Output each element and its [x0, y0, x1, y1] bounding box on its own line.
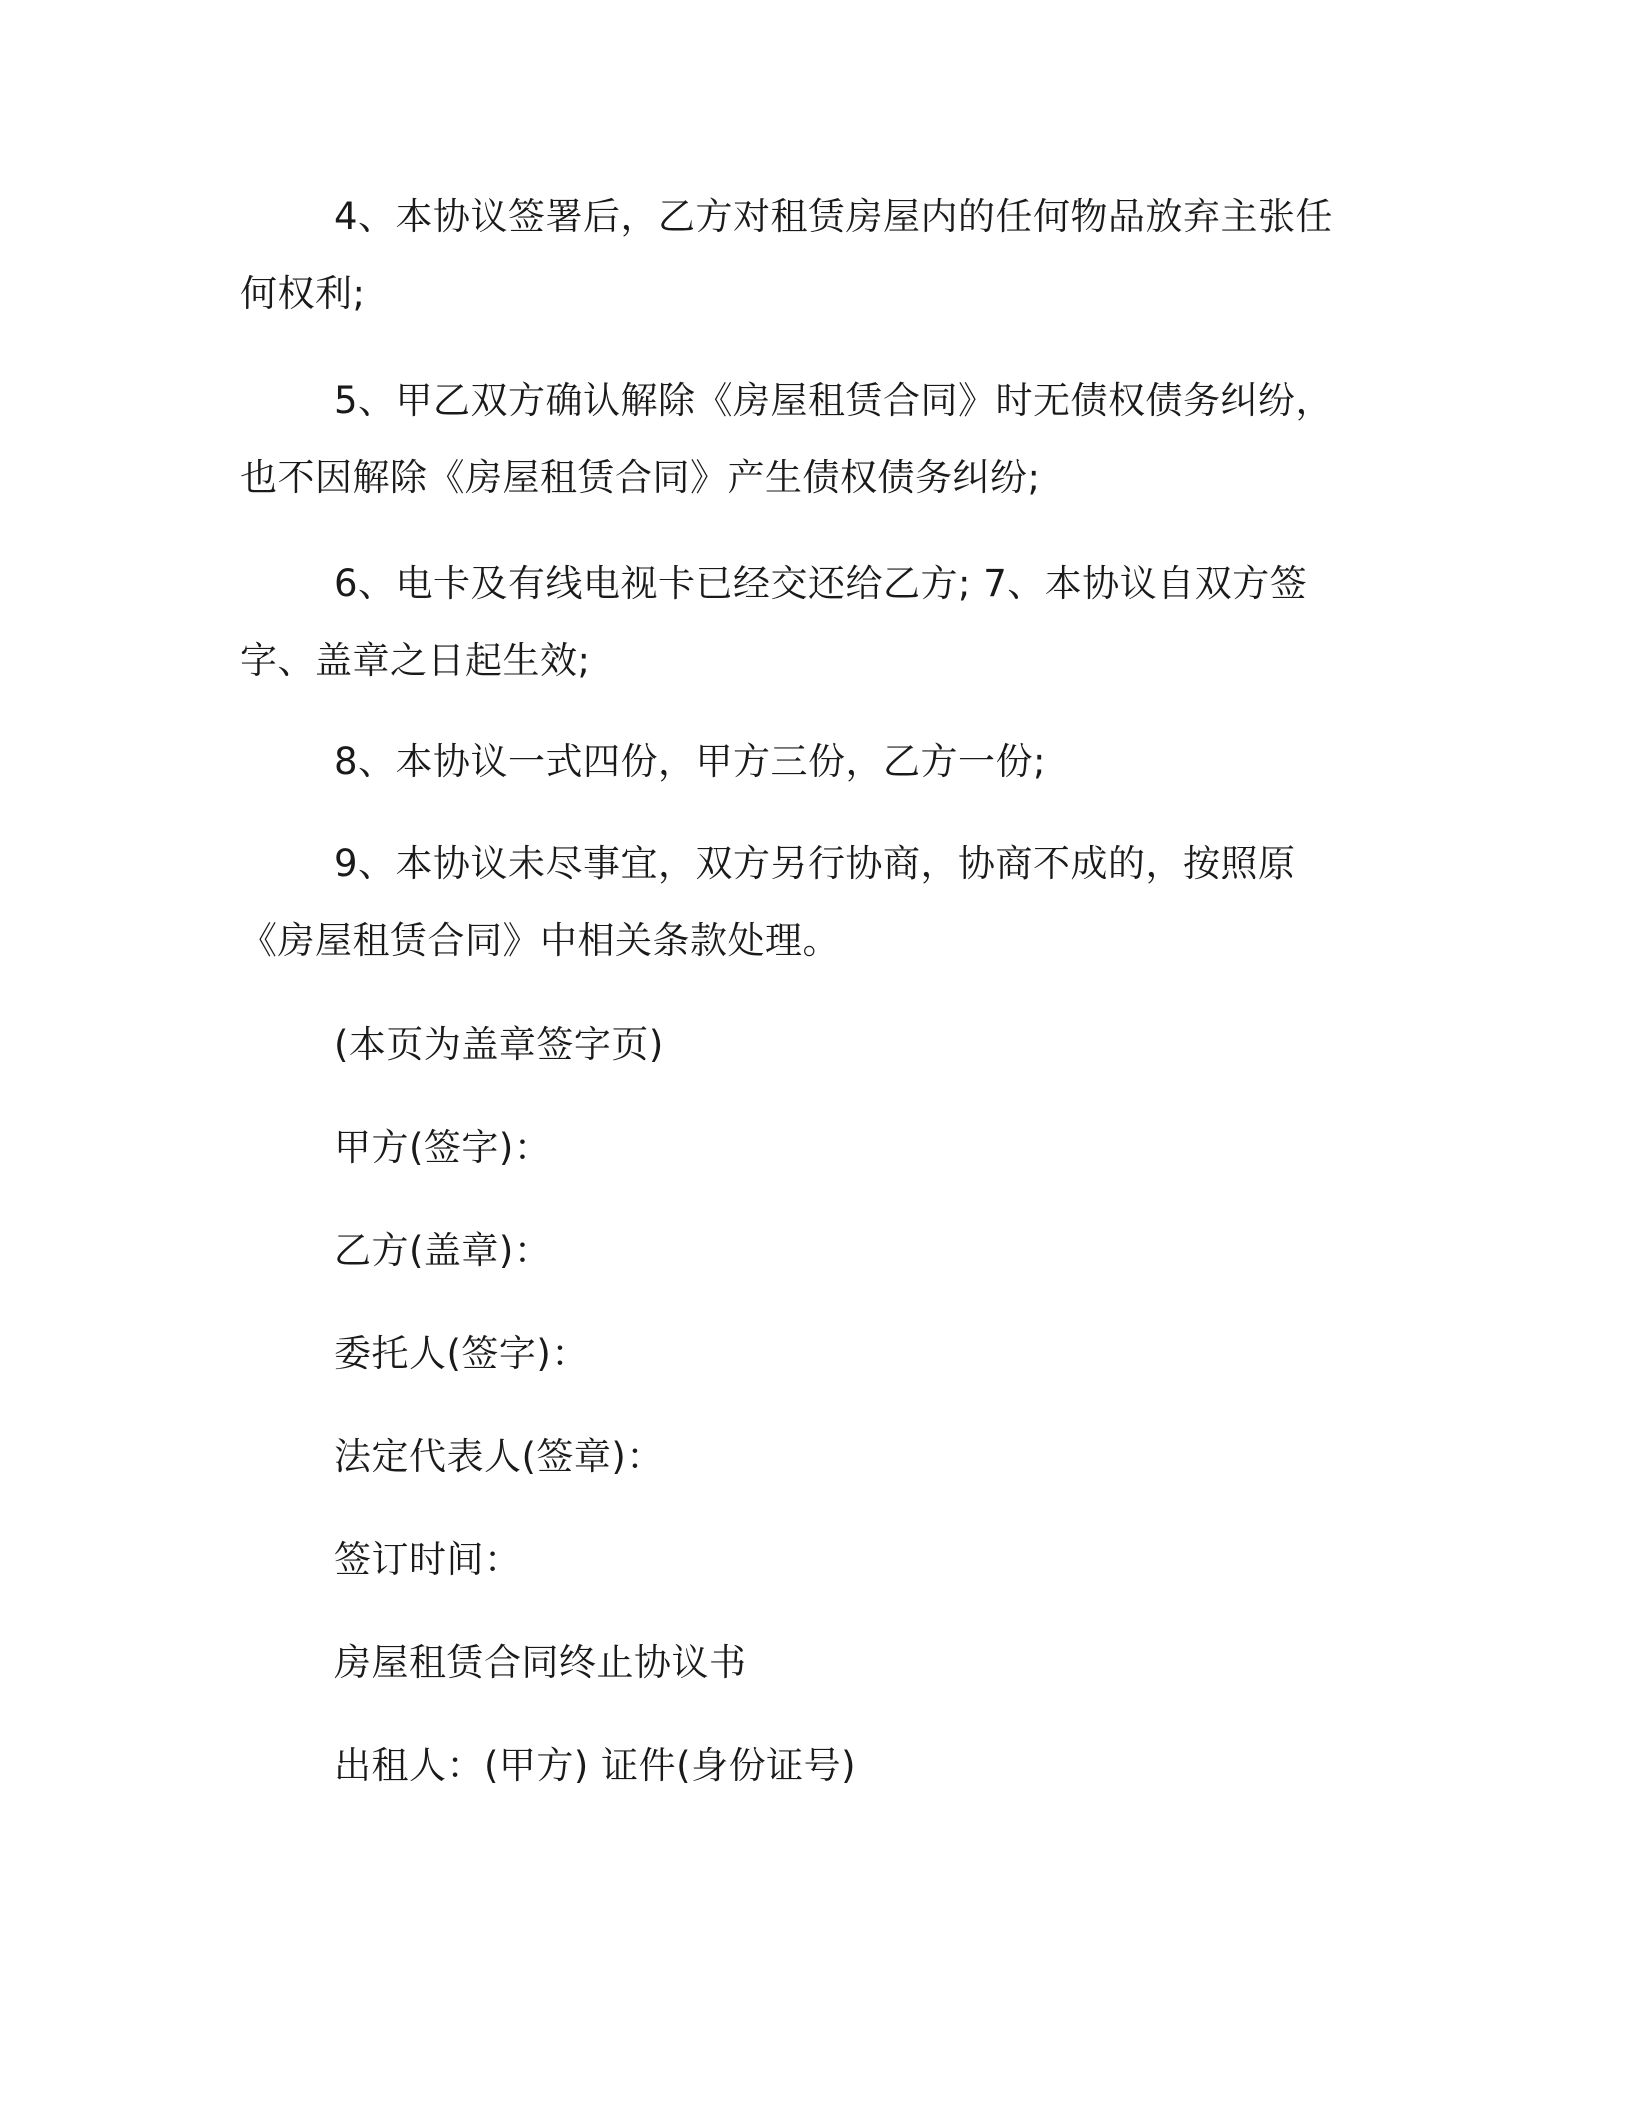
clause-6-7: 6、电卡及有线电视卡已经交还给乙方; 7、本协议自双方签字、盖章之日起生效;: [240, 562, 1308, 682]
lessor-line: 出租人：(甲方) 证件(身份证号): [334, 1744, 857, 1787]
clause-9: 9、本协议未尽事宜，双方另行协商，协商不成的，按照原《房屋租赁合同》中相关条款处理。: [240, 842, 1296, 962]
party-a-signature-label: 甲方(签字)：: [334, 1126, 552, 1169]
party-b-seal-label: 乙方(盖章)：: [334, 1229, 552, 1272]
legal-representative-label: 法定代表人(签章)：: [334, 1435, 664, 1478]
agent-signature-label: 委托人(签字)：: [334, 1332, 589, 1375]
clause-8: 8、本协议一式四份，甲方三份，乙方一份;: [334, 740, 1047, 783]
next-document-title: 房屋租赁合同终止协议书: [334, 1641, 747, 1684]
clause-4: 4、本协议签署后，乙方对租赁房屋内的任何物品放弃主张任何权利;: [240, 195, 1334, 315]
clause-5: 5、甲乙双方确认解除《房屋租赁合同》时无债权债务纠纷，也不因解除《房屋租赁合同》产生债权债务纠纷;: [240, 379, 1334, 499]
signature-page-note: (本页为盖章签字页): [334, 1023, 664, 1066]
signing-time-label: 签订时间：: [334, 1538, 522, 1581]
